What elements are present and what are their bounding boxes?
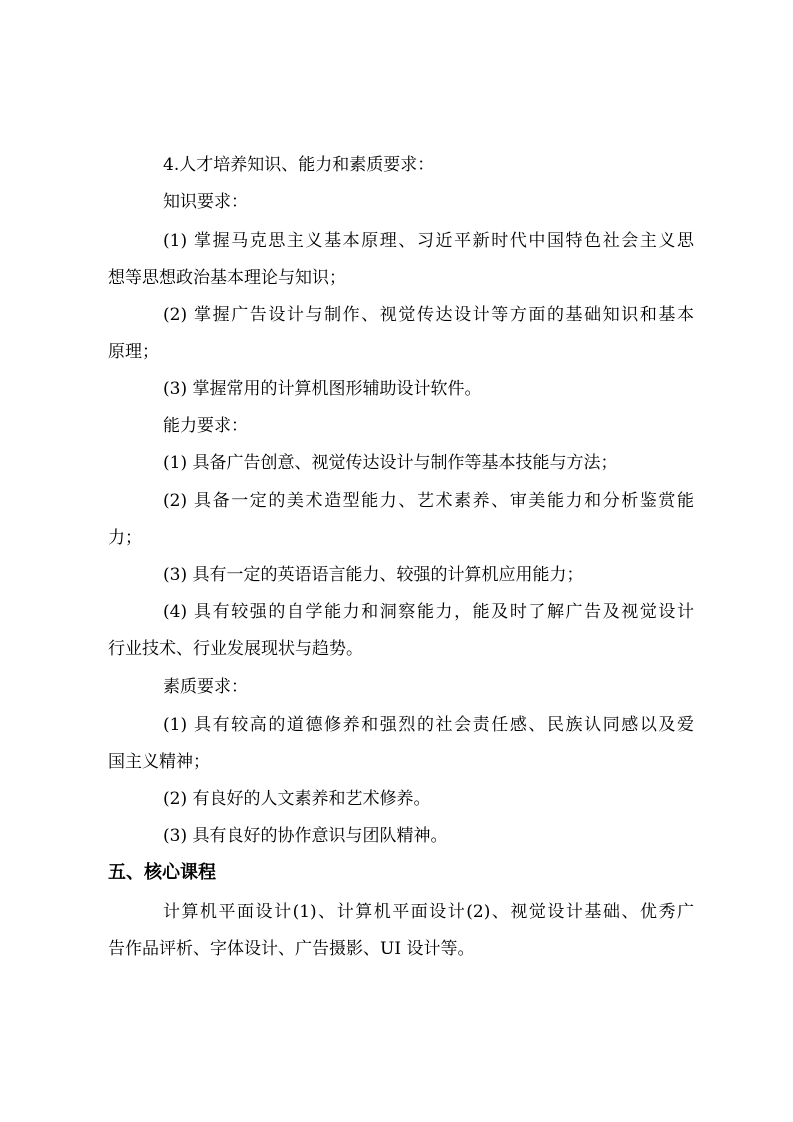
knowledge-item-1-line-1: (1) 掌握马克思主义基本原理、习近平新时代中国特色社会主义思 — [163, 231, 694, 251]
ability-item-4-line-1: (4) 具有较强的自学能力和洞察能力，能及时了解广告及视觉设计 — [163, 602, 694, 622]
quality-item-2: (2) 有良好的人文素养和艺术修养。 — [163, 789, 431, 809]
ability-item-1: (1) 具备广告创意、视觉传达设计与制作等基本技能与方法； — [163, 453, 618, 473]
section-4-title: 4.人才培养知识、能力和素质要求： — [163, 155, 435, 175]
ability-label: 能力要求： — [163, 416, 248, 436]
core-courses-line-2: 告作品评析、字体设计、广告摄影、UI 设计等。 — [108, 939, 475, 959]
quality-item-1-line-2: 国主义精神； — [108, 752, 210, 772]
knowledge-item-3: (3) 掌握常用的计算机图形辅助设计软件。 — [163, 379, 482, 399]
quality-label: 素质要求： — [163, 677, 248, 697]
knowledge-item-2-line-2: 原理； — [108, 342, 159, 362]
ability-item-3: (3) 具有一定的英语语言能力、较强的计算机应用能力； — [163, 565, 584, 585]
ability-item-2-line-2: 力； — [108, 528, 142, 548]
quality-item-3: (3) 具有良好的协作意识与团队精神。 — [163, 826, 448, 846]
knowledge-item-1-line-2: 想等思想政治基本理论与知识； — [108, 268, 346, 288]
ability-item-2-line-1: (2) 具备一定的美术造型能力、艺术素养、审美能力和分析鉴赏能 — [163, 491, 694, 511]
section-5-heading: 五、核心课程 — [108, 862, 216, 883]
ability-item-4-line-2: 行业技术、行业发展现状与趋势。 — [108, 639, 363, 659]
core-courses-line-1: 计算机平面设计(1)、计算机平面设计(2)、视觉设计基础、优秀广 — [163, 902, 694, 922]
knowledge-label: 知识要求： — [163, 192, 248, 212]
quality-item-1-line-1: (1) 具有较高的道德修养和强烈的社会责任感、民族认同感以及爱 — [163, 715, 694, 735]
knowledge-item-2-line-1: (2) 掌握广告设计与制作、视觉传达设计等方面的基础知识和基本 — [163, 305, 694, 325]
